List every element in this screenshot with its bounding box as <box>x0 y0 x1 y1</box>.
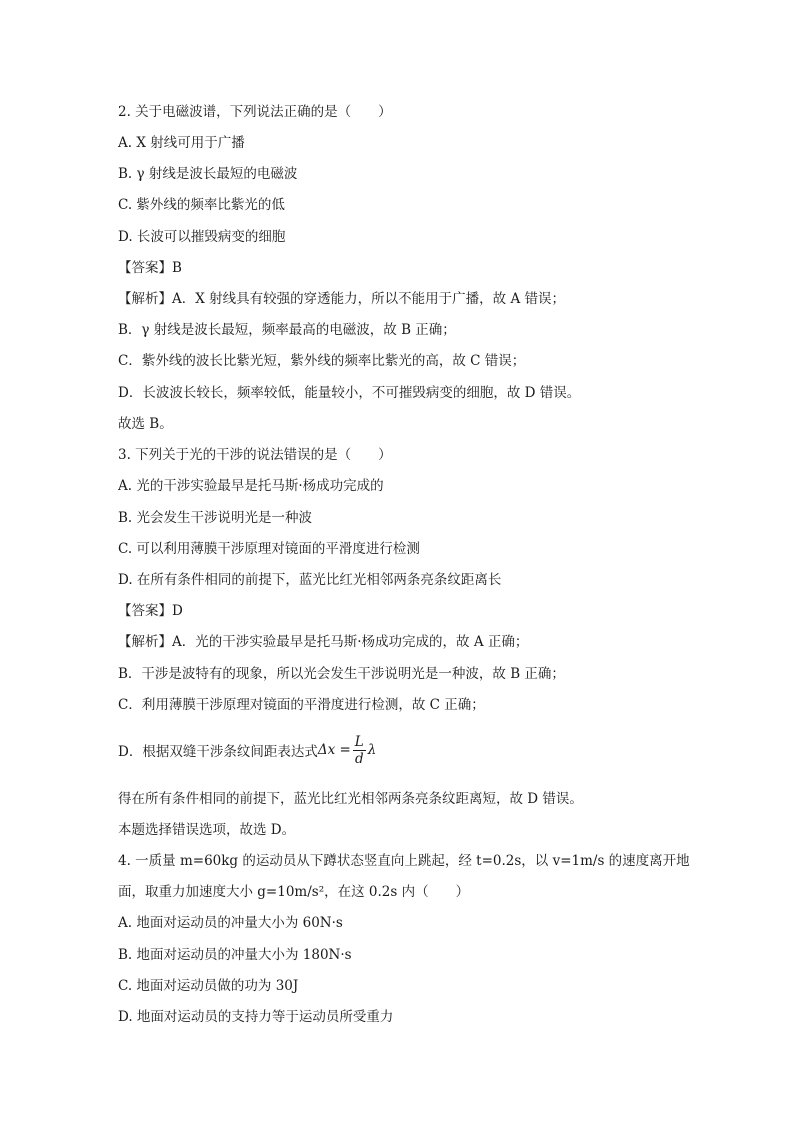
q2-option-c: C. 紫外线的频率比紫光的低 <box>118 197 285 213</box>
q3-stem: 3. 下列关于光的干涉的说法错误的是（ ） <box>118 447 392 463</box>
q4-stem-line2: 面，取重力加速度大小 g=10m/s²，在这 0.2s 内（ ） <box>118 884 470 900</box>
q4-option-c: C. 地面对运动员做的功为 30J <box>118 978 299 994</box>
q2-analysis-line: D．长波波长较长，频率较低，能量较小，不可摧毁病变的细胞，故 D 错误。 <box>118 385 581 401</box>
formula-fraction <box>353 734 366 767</box>
q2-analysis-line: C．紫外线的波长比紫光短，紫外线的频率比紫光的高，故 C 错误； <box>118 353 526 369</box>
q2-stem: 2. 关于电磁波谱，下列说法正确的是（ ） <box>118 104 392 120</box>
formula-prefix: D．根据双缝干涉条纹间距表达式 <box>118 744 318 760</box>
q3-conclusion: 本题选择错误选项，故选 D。 <box>118 822 296 838</box>
q3-analysis-line: 得在所有条件相同的前提下，蓝光比红光相邻两条亮条纹距离短，故 D 错误。 <box>118 791 583 807</box>
q2-analysis-line: 【解析】A．X 射线具有较强的穿透能力，所以不能用于广播，故 A 错误； <box>118 291 565 307</box>
q3-analysis-line: C．利用薄膜干涉原理对镜面的平滑度进行检测，故 C 正确； <box>118 697 485 713</box>
q2-conclusion: 故选 B。 <box>118 416 173 432</box>
q2-answer: 【答案】B <box>118 260 182 276</box>
q3-analysis-line: B．干涉是波特有的现象，所以光会发生干涉说明光是一种波，故 B 正确； <box>118 666 565 682</box>
q2-option-a: A. X 射线可用于广播 <box>118 135 245 151</box>
q3-option-a: A. 光的干涉实验最早是托马斯·杨成功完成的 <box>118 478 384 494</box>
q3-option-c: C. 可以利用薄膜干涉原理对镜面的平滑度进行检测 <box>118 541 420 557</box>
q4-option-b: B. 地面对运动员的冲量大小为 180N·s <box>118 947 352 963</box>
formula-suffix: λ <box>367 742 377 758</box>
q3-option-b: B. 光会发生干涉说明光是一种波 <box>118 510 313 526</box>
q3-option-d: D. 在所有条件相同的前提下，蓝光比红光相邻两条亮条纹距离长 <box>118 572 502 588</box>
q2-option-b: B. γ 射线是波长最短的电磁波 <box>118 166 298 182</box>
formula-lhs: Δx = <box>317 742 351 758</box>
q3-analysis-line: 【解析】A．光的干涉实验最早是托马斯·杨成功完成的，故 A 正确； <box>118 634 529 650</box>
q3-answer: 【答案】D <box>118 603 183 619</box>
q4-option-a: A. 地面对运动员的冲量大小为 60N·s <box>118 915 343 931</box>
q3-formula-line <box>118 730 376 770</box>
formula-numerator: L <box>354 733 364 750</box>
q2-option-d: D. 长波可以摧毁病变的细胞 <box>118 229 286 245</box>
formula-denominator: d <box>354 750 364 767</box>
q4-option-d: D. 地面对运动员的支持力等于运动员所受重力 <box>118 1009 394 1025</box>
q4-stem-line1: 4. 一质量 m=60kg 的运动员从下蹲状态竖直向上跳起，经 t=0.2s，以 v=1m/s 的速度离开地 <box>118 853 690 869</box>
q2-analysis-line: B．γ 射线是波长最短，频率最高的电磁波，故 B 正确； <box>118 322 456 338</box>
